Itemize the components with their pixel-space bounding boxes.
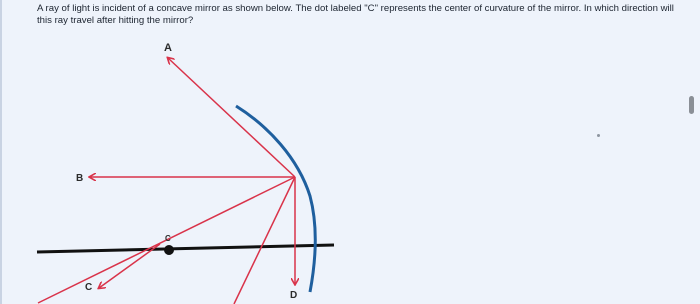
- label-b: B: [76, 173, 84, 184]
- concave-mirror: [236, 106, 315, 292]
- ray-bottom: [234, 177, 298, 304]
- label-c-option: C: [85, 282, 93, 293]
- speck-mark: [597, 134, 600, 137]
- ray-option-a: [168, 58, 295, 177]
- label-center: C: [165, 234, 171, 243]
- scrollbar-thumb[interactable]: [689, 96, 694, 114]
- label-d: D: [290, 290, 298, 301]
- question-text: A ray of light is incident of a concave mirror as shown below. The dot labeled "C" represents the center of curvature of the mirror. In which direction will this ray travel after hitting the mirror?: [37, 3, 674, 26]
- label-a: A: [164, 42, 172, 54]
- principal-axis: [37, 245, 334, 252]
- center-of-curvature-dot: [164, 245, 174, 255]
